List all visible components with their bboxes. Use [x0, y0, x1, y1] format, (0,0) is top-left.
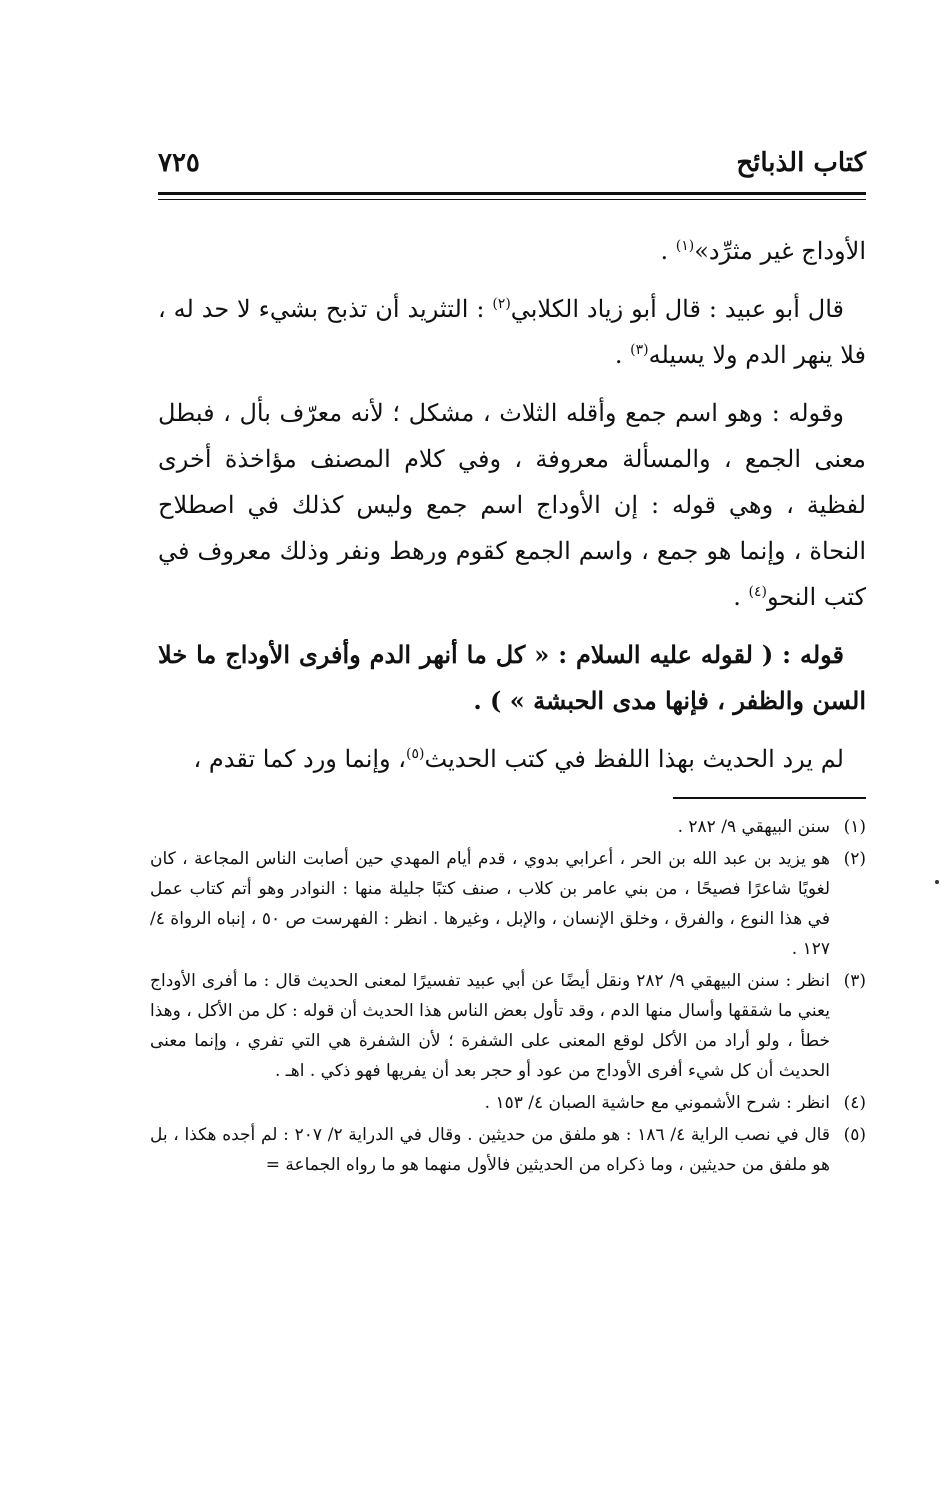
footnote-text: هو يزيد بن عبد الله بن الحر ، أعرابي بدوي ، قدم أيام المهدي حين أصابت الناس المجاعة ، كان لغويًا شاعرًا فصيحًا ، من بني عامر بن كلاب ، صنف كتبًا جليلة منها : النوادر وهو أتم كتاب عمل في هذا النوع ، والفرق ، وخلق الإنسان ، والإبل ، وغيرها . انظر : الفهرست ص ٥٠ ، إنباه الرواة ٤/ ١٢٧ . [150, 849, 830, 959]
page-header [158, 148, 866, 188]
paragraph-3-end: . [733, 583, 749, 611]
paragraph-5 [158, 736, 866, 782]
footnote-number: (٣) [843, 971, 866, 991]
paragraph-2-end: . [614, 341, 631, 369]
paragraph-1 [158, 228, 866, 274]
margin-speck [935, 880, 939, 884]
footnote-ref-2: (٢) [492, 296, 511, 312]
paragraph-1-text: الأوداج غير مثرِّد» [694, 237, 866, 265]
footnote-number: (٢) [843, 849, 866, 869]
footnote-number: (١) [843, 817, 866, 837]
footnote-ref-3: (٣) [630, 342, 649, 358]
footnote-2 [150, 844, 866, 964]
paragraph-3 [158, 390, 866, 620]
paragraph-1-end: . [660, 237, 676, 265]
paragraph-4-quote: قوله : ( لقوله عليه السلام : « كل ما أنهر الدم وأفرى الأوداج ما خلا السن والظفر ، فإنها مدى الحبشة » ) . [158, 640, 866, 715]
paragraph-3-text: وقوله : وهو اسم جمع وأقله الثلاث ، مشكل ؛ لأنه معرّف بأل ، فبطل معنى الجمع ، والمسألة معروفة ، وفي كلام المصنف مؤاخذة أخرى لفظية ، وهي قوله : إن الأوداج اسم جمع وليس كذلك في اصطلاح النحاة ، وإنما هو جمع ، واسم الجمع كقوم ورهط ونفر وذلك معروف في كتب النحو [158, 399, 866, 611]
footnote-3 [150, 966, 866, 1086]
footnote-text: قال في نصب الراية ٤/ ١٨٦ : هو ملفق من حديثين . وقال في الدراية ٢/ ٢٠٧ : لم أجده هكذا ، بل هو ملفق من حديثين ، وما ذكراه من الحديثين فالأول منهما هو ما رواه الجماعة = [150, 1125, 830, 1175]
footnotes [150, 812, 866, 1182]
paragraph-5-text-a: لم يرد الحديث بهذا اللفظ في كتب الحديث [424, 745, 844, 773]
footnote-separator [673, 797, 866, 799]
paragraph-2-text-a: قال أبو عبيد : قال أبو زياد الكلابي [510, 295, 844, 323]
paragraph-2 [158, 286, 866, 378]
footnote-ref-5: (٥) [406, 746, 425, 762]
footnote-ref-1: (١) [675, 238, 695, 254]
footnote-number: (٥) [843, 1125, 866, 1145]
page-number: ٧٢٥ [158, 148, 200, 178]
footnote-text: سنن البيهقي ٩/ ٢٨٢ . [677, 817, 830, 837]
running-title: كتاب الذبائح [736, 148, 866, 178]
footnote-ref-4: (٤) [748, 584, 768, 600]
header-rule-thin [158, 199, 866, 200]
header-rule-thick [158, 192, 866, 195]
footnote-1 [150, 812, 866, 842]
footnote-4 [150, 1088, 866, 1118]
paragraph-5-text-b: ، وإنما ورد كما تقدم ، [193, 745, 407, 773]
footnote-text: انظر : سنن البيهقي ٩/ ٢٨٢ ونقل أيضًا عن أبي عبيد تفسيرًا لمعنى الحديث قال : ما أفرى الأوداج يعني ما شققها وأسال منها الدم ، وقد تأول بعض الناس هذا الحديث أن قوله : كل من الأكل ، وهذا خطأ ، ولو أراد من الأكل لوقع المعنى على الشفرة ؛ لأن الشفرة هي التي تفري ، وإنما معنى الحديث أن كل شيء أفرى الأوداج من عود أو حجر بعد أن يفريها فهو ذكي . اهـ . [150, 971, 830, 1081]
main-text [158, 228, 866, 794]
paragraph-2-text-b: : التثريد أن تذبح بشيء لا حد له ، فلا ينهر الدم ولا يسيله [158, 295, 866, 369]
footnote-number: (٤) [843, 1093, 866, 1113]
footnote-text: انظر : شرح الأشموني مع حاشية الصبان ٤/ ١٥٣ . [484, 1093, 830, 1113]
footnote-5 [150, 1120, 866, 1180]
